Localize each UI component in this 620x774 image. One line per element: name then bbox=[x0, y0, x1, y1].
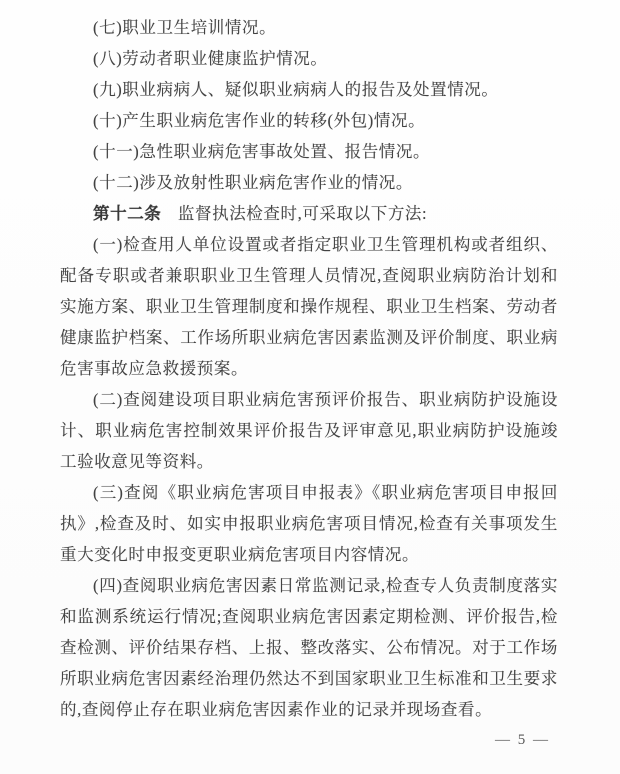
article-number: 第十二条 bbox=[93, 204, 162, 223]
clause-paragraph: (二)查阅建设项目职业病危害预评价报告、职业病防护设施设计、职业病危害控制效果评价报告及评审意见,职业病防护设施竣工验收意见等资料。 bbox=[60, 390, 558, 471]
list-item: (九)职业病病人、疑似职业病病人的报告及处置情况。 bbox=[93, 80, 499, 99]
list-item: (七)职业卫生培训情况。 bbox=[93, 18, 277, 37]
list-item: (十一)急性职业病危害事故处置、报告情况。 bbox=[93, 142, 431, 161]
clause-paragraph: (三)查阅《职业病危害项目申报表》《职业病危害项目申报回执》,检查及时、如实申报职业病危害项目情况,检查有关事项发生重大变化时申报变更职业病危害项目内容情况。 bbox=[60, 483, 558, 564]
page-number: — 5 — bbox=[495, 732, 550, 748]
list-item: (十二)涉及放射性职业病危害作业的情况。 bbox=[93, 173, 413, 192]
article-intro: 监督执法检查时,可采取以下方法: bbox=[177, 204, 428, 223]
clause-paragraph: (一)检查用人单位设置或者指定职业卫生管理机构或者组织、配备专职或者兼职职业卫生管理人员情况,查阅职业病防治计划和实施方案、职业卫生管理制度和操作规程、职业卫生档案、劳动者健康监护档案、工作场所职业病危害因素监测及评价制度、职业病危害事故应急救援预案。 bbox=[60, 235, 558, 378]
list-item: (十)产生职业病危害作业的转移(外包)情况。 bbox=[93, 111, 426, 130]
clause-paragraph: (四)查阅职业病危害因素日常监测记录,检查专人负责制度落实和监测系统运行情况;查阅职业病危害因素定期检测、评价报告,检查检测、评价结果存档、上报、整改落实、公布情况。对于工作场所职业病危害因素经治理仍然达不到国家职业卫生标准和卫生要求的,查阅停止存在职业病危害因素作业的记录并现场查看。 bbox=[60, 576, 558, 719]
document-body bbox=[60, 12, 558, 725]
list-item: (八)劳动者职业健康监护情况。 bbox=[93, 49, 328, 68]
article-heading bbox=[60, 198, 558, 229]
